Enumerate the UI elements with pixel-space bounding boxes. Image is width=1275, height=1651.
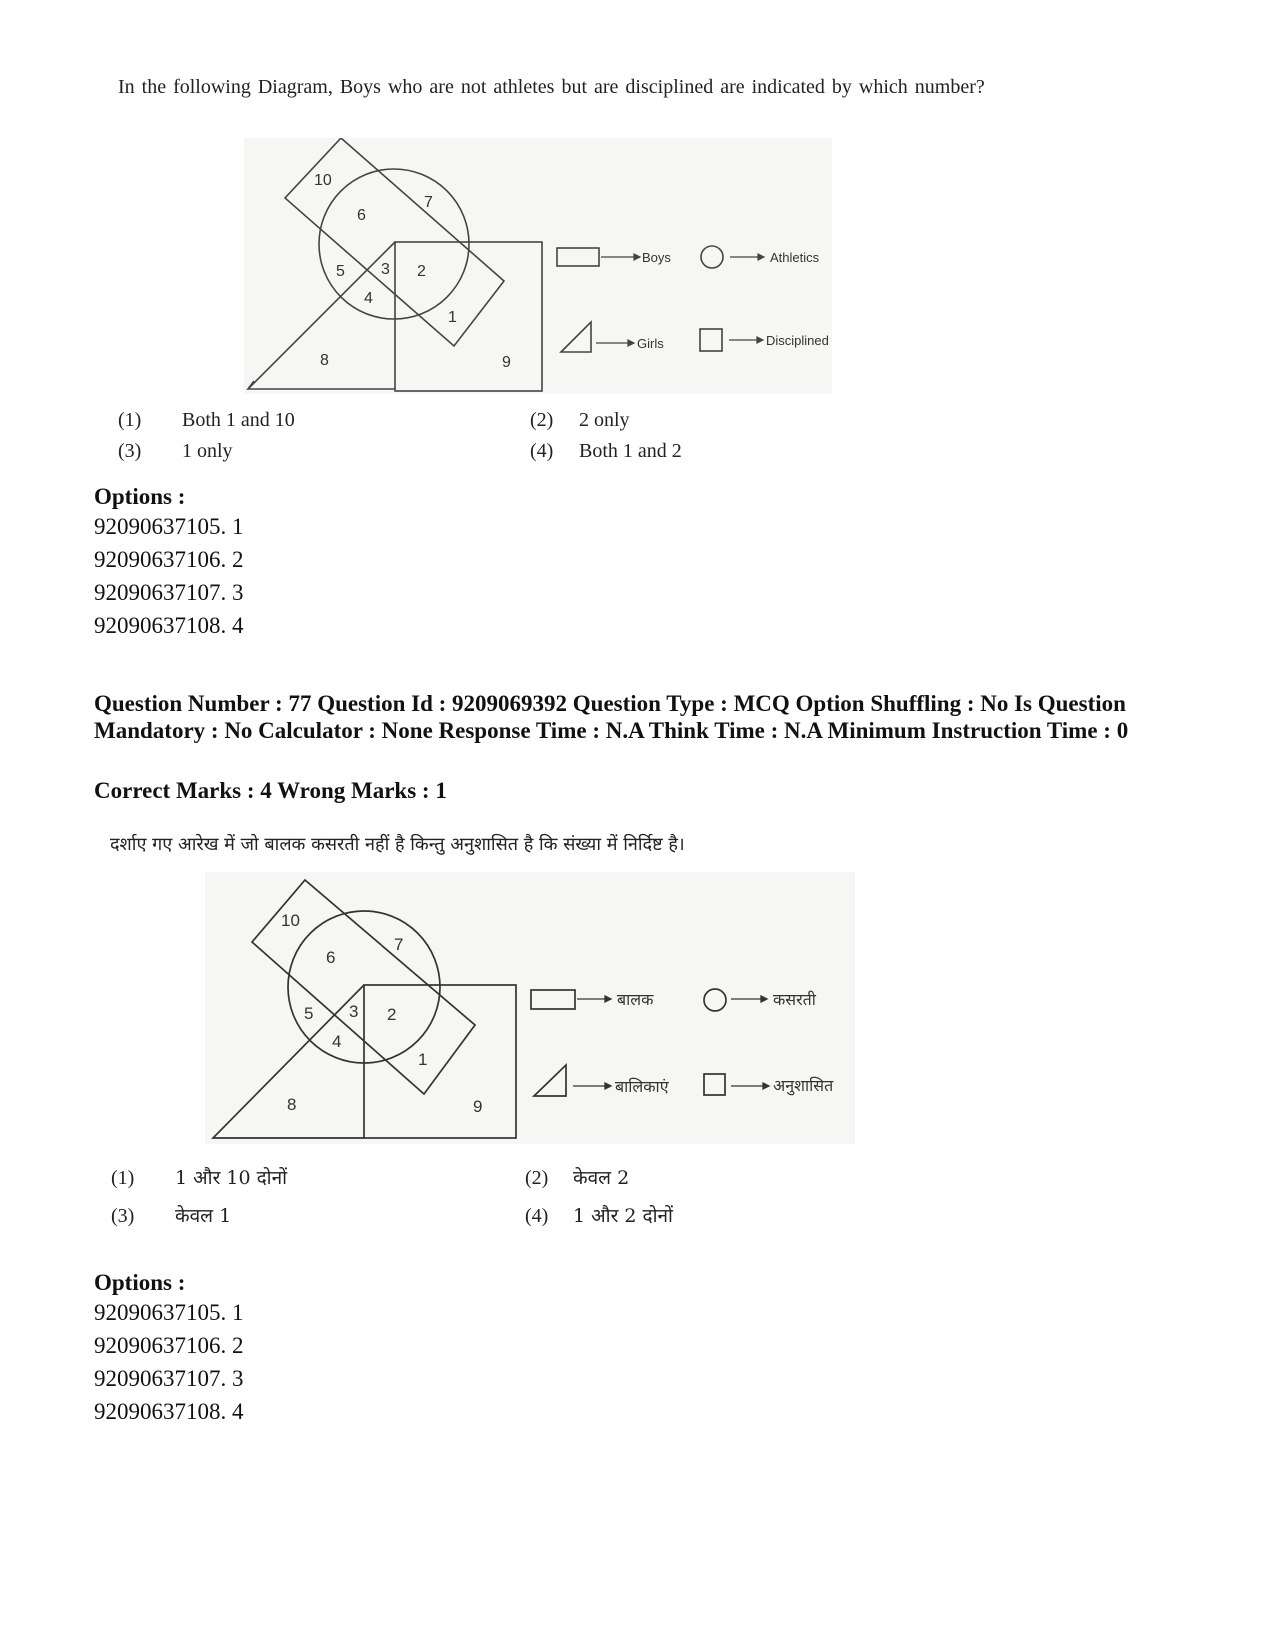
region-label: 6 <box>326 948 336 967</box>
region-label: 8 <box>287 1095 297 1114</box>
region-label: 3 <box>381 261 390 278</box>
choice-4-hi <box>525 1202 673 1228</box>
legend-disciplined-label: अनुशासित <box>773 1076 834 1095</box>
option-line: 92090637107. 3 <box>94 1366 244 1391</box>
choice-number: (1) <box>118 409 142 431</box>
question-meta: Question Number : 77 Question Id : 9209069392 Question Type : MCQ Option Shuffling : No Is Question Mandatory : No Calculator : None Response Time : N.A Think Time : N.A Minimum Instruction Time : 0 <box>94 691 1129 743</box>
choice-number: (1) <box>111 1167 135 1189</box>
choice-2-en <box>530 409 630 432</box>
legend-athletics-label: Athletics <box>770 250 820 265</box>
region-label: 2 <box>417 263 426 280</box>
venn-diagram-hi <box>205 872 855 1144</box>
choice-1-en <box>118 409 295 432</box>
option-line: 92090637106. 2 <box>94 1333 244 1358</box>
option-line: 92090637108. 4 <box>94 1399 244 1424</box>
region-label: 1 <box>418 1050 428 1069</box>
option-line: 92090637107. 3 <box>94 580 244 605</box>
choice-text: Both 1 and 2 <box>579 440 682 462</box>
choice-number: (3) <box>111 1205 135 1227</box>
choice-text: केवल 2 <box>573 1167 630 1189</box>
legend-triangle-icon <box>534 1065 566 1096</box>
choice-number: (3) <box>118 440 142 462</box>
legend-rectangle-icon <box>557 248 599 266</box>
region-label: 6 <box>357 207 366 224</box>
choice-3-en <box>118 440 233 463</box>
choice-number: (2) <box>525 1167 549 1189</box>
legend-girls-label: Girls <box>637 336 664 351</box>
region-label: 4 <box>364 290 373 307</box>
option-line: 92090637105. 1 <box>94 1300 244 1325</box>
choice-text: Both 1 and 10 <box>182 409 295 431</box>
legend-square-icon <box>700 329 722 351</box>
region-label: 10 <box>314 172 332 189</box>
choice-2-hi <box>525 1164 629 1190</box>
options-heading: Options : <box>94 484 186 509</box>
choice-1-hi <box>111 1164 287 1190</box>
region-label: 5 <box>304 1004 314 1023</box>
question-text-hi: दर्शाए गए आरेख में जो बालक कसरती नहीं है किन्तु अनुशासित है कि संख्या में निर्दिष्ट है। <box>110 834 685 855</box>
region-label: 9 <box>502 354 511 371</box>
legend-square-icon <box>704 1074 725 1095</box>
venn-diagram-hi-svg <box>205 872 855 1144</box>
legend-athletics-label: कसरती <box>773 990 816 1009</box>
choice-text: 1 और 2 दोनों <box>573 1205 673 1227</box>
choice-text: 2 only <box>579 409 630 431</box>
choice-text: 1 और 10 दोनों <box>175 1167 288 1189</box>
question-text-en: In the following Diagram, Boys who are not athletes but are disciplined are indicated by which number? <box>118 76 985 98</box>
choice-number: (4) <box>525 1205 549 1227</box>
region-label: 2 <box>387 1005 397 1024</box>
choice-3-hi <box>111 1202 231 1228</box>
region-label: 4 <box>332 1032 342 1051</box>
region-label: 10 <box>281 911 300 930</box>
girls-triangle-shape <box>213 985 364 1138</box>
region-label: 9 <box>473 1097 483 1116</box>
options-block-2 <box>94 1270 244 1428</box>
choice-number: (4) <box>530 440 554 462</box>
legend-girls-label: बालिकाएं <box>615 1077 669 1096</box>
legend-triangle-icon <box>561 322 591 352</box>
options-block-1 <box>94 484 244 642</box>
region-label: 1 <box>448 309 457 326</box>
region-label: 3 <box>349 1002 359 1021</box>
choice-text: केवल 1 <box>175 1205 232 1227</box>
choice-4-en <box>530 440 682 463</box>
venn-diagram-en <box>244 138 832 394</box>
legend-boys-label: बालक <box>617 990 654 1009</box>
option-line: 92090637106. 2 <box>94 547 244 572</box>
question-marks: Correct Marks : 4 Wrong Marks : 1 <box>94 778 447 803</box>
region-label: 8 <box>320 352 329 369</box>
legend-circle-icon <box>701 246 723 268</box>
region-label: 7 <box>394 935 404 954</box>
legend-rectangle-icon <box>531 990 575 1009</box>
options-heading: Options : <box>94 1270 186 1295</box>
legend-boys-label: Boys <box>642 250 671 265</box>
region-label: 7 <box>424 194 433 211</box>
choice-number: (2) <box>530 409 554 431</box>
venn-diagram-en-svg <box>244 138 832 394</box>
legend-circle-icon <box>704 989 726 1011</box>
option-line: 92090637105. 1 <box>94 514 244 539</box>
legend-disciplined-label: Disciplined <box>766 333 829 348</box>
option-line: 92090637108. 4 <box>94 613 244 638</box>
choice-text: 1 only <box>182 440 233 462</box>
region-label: 5 <box>336 263 345 280</box>
